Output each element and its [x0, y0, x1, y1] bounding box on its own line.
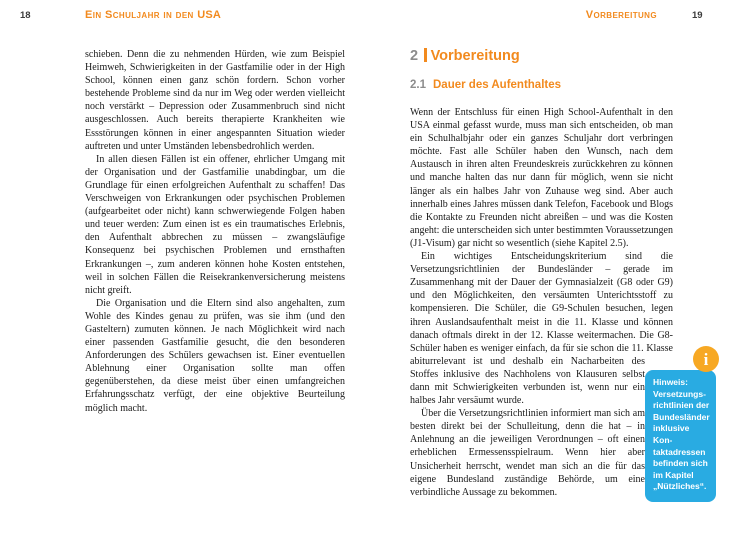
- hint-box-text: Versetzungsrichtlinien der Bundesländer inklusive Kontaktadressen befinden sich im Kapitel „Nützliches“.: [653, 388, 710, 492]
- page-number-left: 18: [20, 10, 31, 21]
- running-head-right: Vorbereitung: [585, 9, 657, 21]
- section-heading: [410, 79, 673, 92]
- paragraph: Über die Versetzungsrichtlinien informiert man sich am besten direkt bei der Schulleitung, denn die hat – in Anlehnung an die jeweiligen Verordnungen – oft einen erheblichen Ermessensspielraum. Wenn hier aber Unsicherheit herrscht, wendet man sich an die für das eigene Bundesland zuständige Behörde, um eine verbindliche Aussage zu bekommen.: [410, 408, 645, 498]
- page-left: [0, 0, 368, 539]
- paragraph: Ein wichtiges Entscheidungskriterium sind die Versetzungsrichtlinien der Bundesländer – gerade im Zusammenhang mit der Dauer der Gymnasialzeit (G8 oder G9) und den Möglichkeiten, den versäumten Unterichtsstoff zu kompensieren. Die Schüler, die G9-Schulen besuchen, legen ihren Auslandsaufenthalt meist in die 11. Klasse und können danach oftmals direkt in der 12. Klasse weitermachen. Die G8-Schüler haben es weniger einfach, da für sie schon die 11. Klasse abiturrelevant ist und deshalb ein Nacharbeiten des Stoffes inklusive des Nachholens von Klausuren selbst dann mit Schwierigkeiten verbunden ist, wenn nur ein halbes Jahr versäumt wurde.: [410, 251, 673, 407]
- hint-box: [645, 349, 716, 502]
- hint-box-label: Hinweis:: [653, 377, 688, 388]
- chapter-number: 2: [410, 48, 419, 64]
- chapter-title: Vorbereitung: [430, 48, 520, 64]
- info-icon: i: [693, 346, 719, 372]
- paragraph: In allen diesen Fällen ist ein offener, ehrlicher Umgang mit der Organisation und der Gastfamilie unabdingbar, um die Grundlage für einen erfolgreichen Aufenthalt zu schaffen! Das Verschweigen von Erkrankungen oder psychischen Problemen (aufgearbeitet oder nicht) kann schwerwiegende Folgen haben und teuer werden: Zum einen ist es ein traumatisches Erlebnis, den Aufenthalt abbrechen zu müssen – zwangsläufige Konsequenz bei psychischen Problemen und ernsthaften Erkrankungen –, zum anderen können hohe Kosten entstehen, weil in solchen Fällen die Reisekrankenversicherung meistens nicht greift.: [85, 153, 345, 296]
- section-number: 2.1: [410, 79, 426, 91]
- body-column-left: [85, 48, 345, 415]
- chapter-heading: [410, 48, 673, 64]
- paragraph: schieben. Denn die zu nehmenden Hürden, wie zum Beispiel Heimweh, Schwierigkeiten in der Gastfamilie oder in der High School, können einen ganz schön fordern. Schon vorher bestehende Probleme sind da nur im Weg oder werden vielleicht noch verstärkt – Depression oder Zusammenbruch sind nicht ausgeschlossen. Auch bereits therapierte Krankheiten wie Essstörungen können in einer angespannten Situation wieder auftreten und unter Umständen lebensbedrohlich werden.: [85, 49, 345, 152]
- paragraph: Wenn der Entschluss für einen High School-Aufenthalt in den USA einmal gefasst wurde, muss man sich entscheiden, ob man ein Schulhalbjahr oder ein ganzes Schuljahr dort verbringen möchte. Fast alle Schüler haben den Wunsch, nach dem Austausch in ihren alten Freundeskreis zurückkehren zu können und manche halten das nur dann für möglich, wenn sie nicht länger als ein halbes Jahr von Zuhause weg sind. Aber auch innerhalb eines Jahres müssen dank Telefon, Facebook und Blogs die Kontakte zu Freunden nicht abreißen – und was die Kosten angeht: die unterscheiden sich unter bestimmten Voraussetzungen (J1-Visum) gar nicht so wesentlich (siehe Kapitel 2.5).: [410, 107, 673, 249]
- page-number-right: 19: [692, 10, 703, 21]
- section-title: Dauer des Aufenthaltes: [433, 79, 562, 91]
- running-head-left-text: Ein Schuljahr in den: [85, 9, 198, 21]
- paragraph: Die Organisation und die Eltern sind also angehalten, zum Wohle des Kindes genau zu prüfen, was sie ihm (und den Gasteltern) zumuten können. Je nach Möglichkeit wird nach einer passenden Gastfamilie gesucht, die den besonderen Anforderungen des Schülers gewachsen ist. Einer eventuellen Ablehnung einer Organisation sollte man offen gegenüberstehen, da diese meist über einen umfangreichen Erfahrungsschatz verfügt, der eine objektive Beurteilung möglich macht.: [85, 297, 345, 414]
- body-column-right: [410, 48, 710, 502]
- running-head-left: [85, 9, 221, 21]
- chapter-divider-bar: [424, 48, 427, 62]
- page-right: [368, 0, 737, 539]
- running-head-left-bold: USA: [197, 9, 222, 21]
